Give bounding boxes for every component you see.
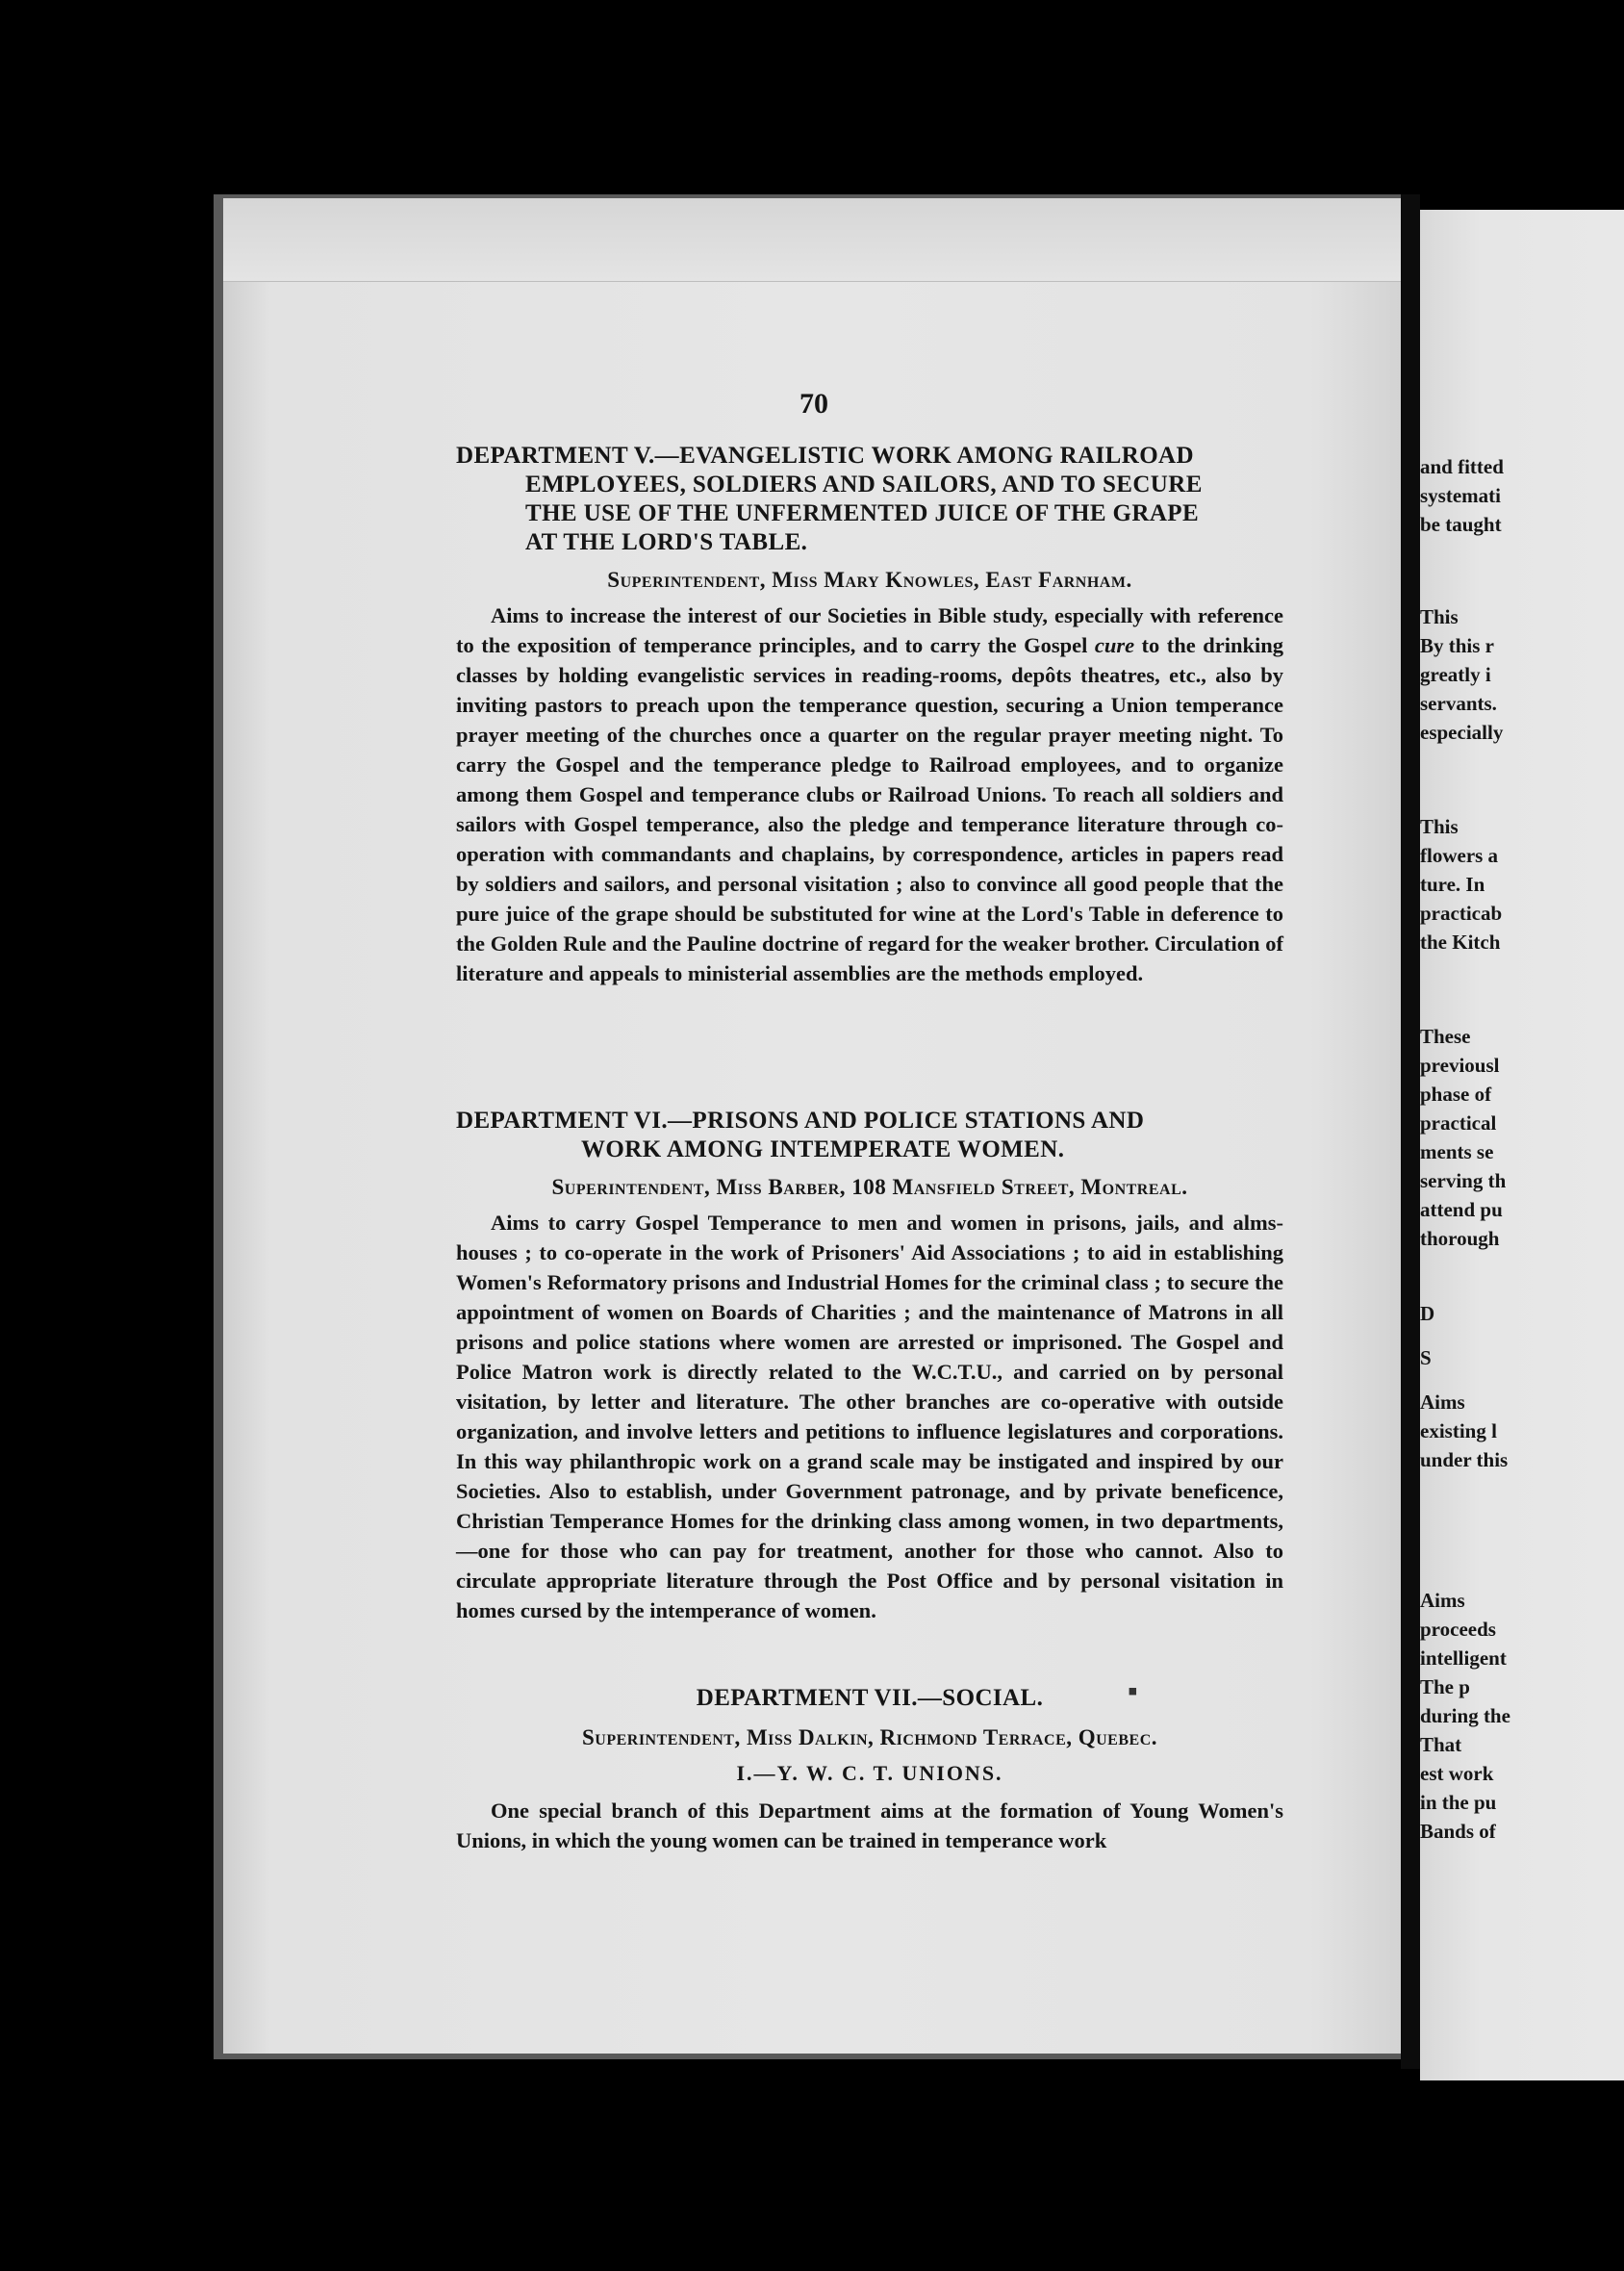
facing-page-line: previousl bbox=[1420, 1054, 1500, 1077]
department-vii-section bbox=[456, 1684, 1283, 1855]
facing-page-line: practicab bbox=[1420, 902, 1503, 925]
department-vi-heading-line-1: DEPARTMENT VI.—PRISONS AND POLICE STATIONS AND bbox=[456, 1108, 1145, 1134]
facing-page-line: practical bbox=[1420, 1111, 1497, 1135]
facing-page-line: thorough bbox=[1420, 1227, 1500, 1250]
department-v-heading bbox=[456, 442, 1283, 557]
facing-page-line: systemati bbox=[1420, 484, 1501, 507]
facing-page-line: the Kitch bbox=[1420, 931, 1501, 954]
facing-page-line: serving th bbox=[1420, 1169, 1507, 1192]
facing-page-line: proceeds bbox=[1420, 1618, 1496, 1641]
department-v-body-part-1: Aims to increase the interest of our Societies in Bible study, especially with reference to the exposition of temperance principles, and to carry the Gospel bbox=[456, 603, 1283, 657]
page-number: 70 bbox=[799, 388, 828, 420]
facing-page-line: est work bbox=[1420, 1762, 1494, 1785]
facing-page-line: By this r bbox=[1420, 634, 1495, 657]
department-v-body-part-2: to the drinking classes by holding evangelistic services in reading-rooms, depôts theatres, etc., also by inviting pastors to preach upon the temperance question, securing a Union temperance prayer meeting of the churches once a quarter on the regular prayer meeting night. To carry the Gospel and the temperance pledge to Railroad employees, and to organize among them Gospel and temperance clubs or Railroad Unions. To reach all soldiers and sailors with Gospel temperance, also the pledge and temperance literature through co-operation with commandants and chaplains, by correspondence, articles in papers read by soldiers and sailors, and personal visitation ; also to convince all good people that the pure juice of the grape should be substituted for wine at the Lord's Table in deference to the Golden Rule and the Pauline doctrine of regard for the weaker brother. Circulation of literature and appeals to ministerial assemblies are the methods employed. bbox=[456, 633, 1283, 985]
facing-page-line: Bands of bbox=[1420, 1820, 1496, 1843]
department-vi-section bbox=[456, 1107, 1283, 1625]
facing-page-line: under this bbox=[1420, 1448, 1509, 1471]
department-vii-subheading: I.—Y. W. C. T. UNIONS. bbox=[736, 1761, 1003, 1785]
department-vi-heading bbox=[456, 1107, 1283, 1164]
facing-page-line: and fitted bbox=[1420, 455, 1504, 478]
department-vi-superintendent: Superintendent, Miss Barber, 108 Mansfield Street, Montreal. bbox=[551, 1175, 1188, 1199]
facing-page-line: That bbox=[1420, 1733, 1462, 1756]
document-page bbox=[223, 198, 1405, 2054]
department-vii-heading: DEPARTMENT VII.—SOCIAL. bbox=[696, 1685, 1044, 1711]
facing-page-line: phase of bbox=[1420, 1083, 1492, 1106]
department-v-body bbox=[456, 600, 1283, 988]
facing-page-line: The p bbox=[1420, 1675, 1470, 1698]
department-v-section bbox=[456, 442, 1283, 988]
ink-blot-mark: ▪ bbox=[1128, 1675, 1138, 1707]
department-v-superintendent: Superintendent, Miss Mary Knowles, East Farnham. bbox=[607, 568, 1132, 592]
facing-page-line: in the pu bbox=[1420, 1791, 1497, 1814]
page-gutter bbox=[1401, 194, 1420, 2069]
department-vi-heading-line-2: WORK AMONG INTEMPERATE WOMEN. bbox=[581, 1136, 1065, 1162]
page-top-band bbox=[223, 198, 1405, 282]
facing-page-line: existing l bbox=[1420, 1419, 1497, 1442]
facing-page-line: attend pu bbox=[1420, 1198, 1503, 1221]
facing-page-line: flowers a bbox=[1420, 844, 1499, 867]
department-v-heading-line-1: DEPARTMENT V.—EVANGELISTIC WORK AMONG RAILROAD bbox=[456, 443, 1194, 469]
department-v-body-italic-cure: cure bbox=[1094, 633, 1135, 657]
department-v-heading-line-2: EMPLOYEES, SOLDIERS AND SAILORS, AND TO SECURE bbox=[525, 472, 1203, 498]
facing-page-line: These bbox=[1420, 1025, 1471, 1048]
facing-page-line: be taught bbox=[1420, 513, 1502, 536]
facing-page-line: during the bbox=[1420, 1704, 1510, 1727]
facing-page-fragments bbox=[1420, 210, 1512, 2080]
department-vi-body: Aims to carry Gospel Temperance to men and women in prisons, jails, and alms-houses ; to co-operate in the work of Prisoners' Aid Associations ; to aid in establishing Women's Reformatory prisons and Industrial Homes for the criminal class ; to secure the appointment of women on Boards of Charities ; and the maintenance of Matrons in all prisons and police stations where women are arrested or imprisoned. The Gospel and Police Matron work is directly related to the W.C.T.U., and carried on by personal visitation, by letter and literature. The other branches are co-operative with outside organization, and involve letters and petitions to influence legislatures and corporations. In this way philanthropic work on a grand scale may be instigated and inspired by our Societies. Also to establish, under Government patronage, and by private beneficence, Christian Temperance Homes for the drinking class among women, in two departments,—one for those who can pay for treatment, another for those who cannot. Also to circulate appropriate literature through the Post Office and by personal visitation in homes cursed by the intemperance of women. bbox=[456, 1211, 1283, 1622]
facing-page-line: S bbox=[1420, 1346, 1432, 1369]
facing-page-line: This bbox=[1420, 605, 1459, 628]
facing-page-line: Aims bbox=[1420, 1589, 1465, 1612]
facing-page-line: Aims bbox=[1420, 1391, 1465, 1414]
facing-page-line: intelligent bbox=[1420, 1646, 1507, 1670]
facing-page-line: greatly i bbox=[1420, 663, 1491, 686]
department-v-heading-line-3: THE USE OF THE UNFERMENTED JUICE OF THE GRAPE bbox=[525, 500, 1200, 526]
department-vii-body: One special branch of this Department aims at the formation of Young Women's Unions, in which the young women can be trained in temperance work bbox=[456, 1799, 1283, 1852]
facing-page-line: ments se bbox=[1420, 1140, 1494, 1163]
department-vii-superintendent: Superintendent, Miss Dalkin, Richmond Terrace, Quebec. bbox=[581, 1725, 1158, 1749]
facing-page-edge bbox=[1420, 210, 1624, 2080]
facing-page-line: ture. In bbox=[1420, 873, 1485, 896]
facing-page-line: D bbox=[1420, 1302, 1435, 1325]
department-v-heading-line-4: AT THE LORD'S TABLE. bbox=[525, 529, 808, 555]
facing-page-line: servants. bbox=[1420, 692, 1497, 715]
facing-page-line: especially bbox=[1420, 721, 1504, 744]
facing-page-line: This bbox=[1420, 815, 1459, 838]
